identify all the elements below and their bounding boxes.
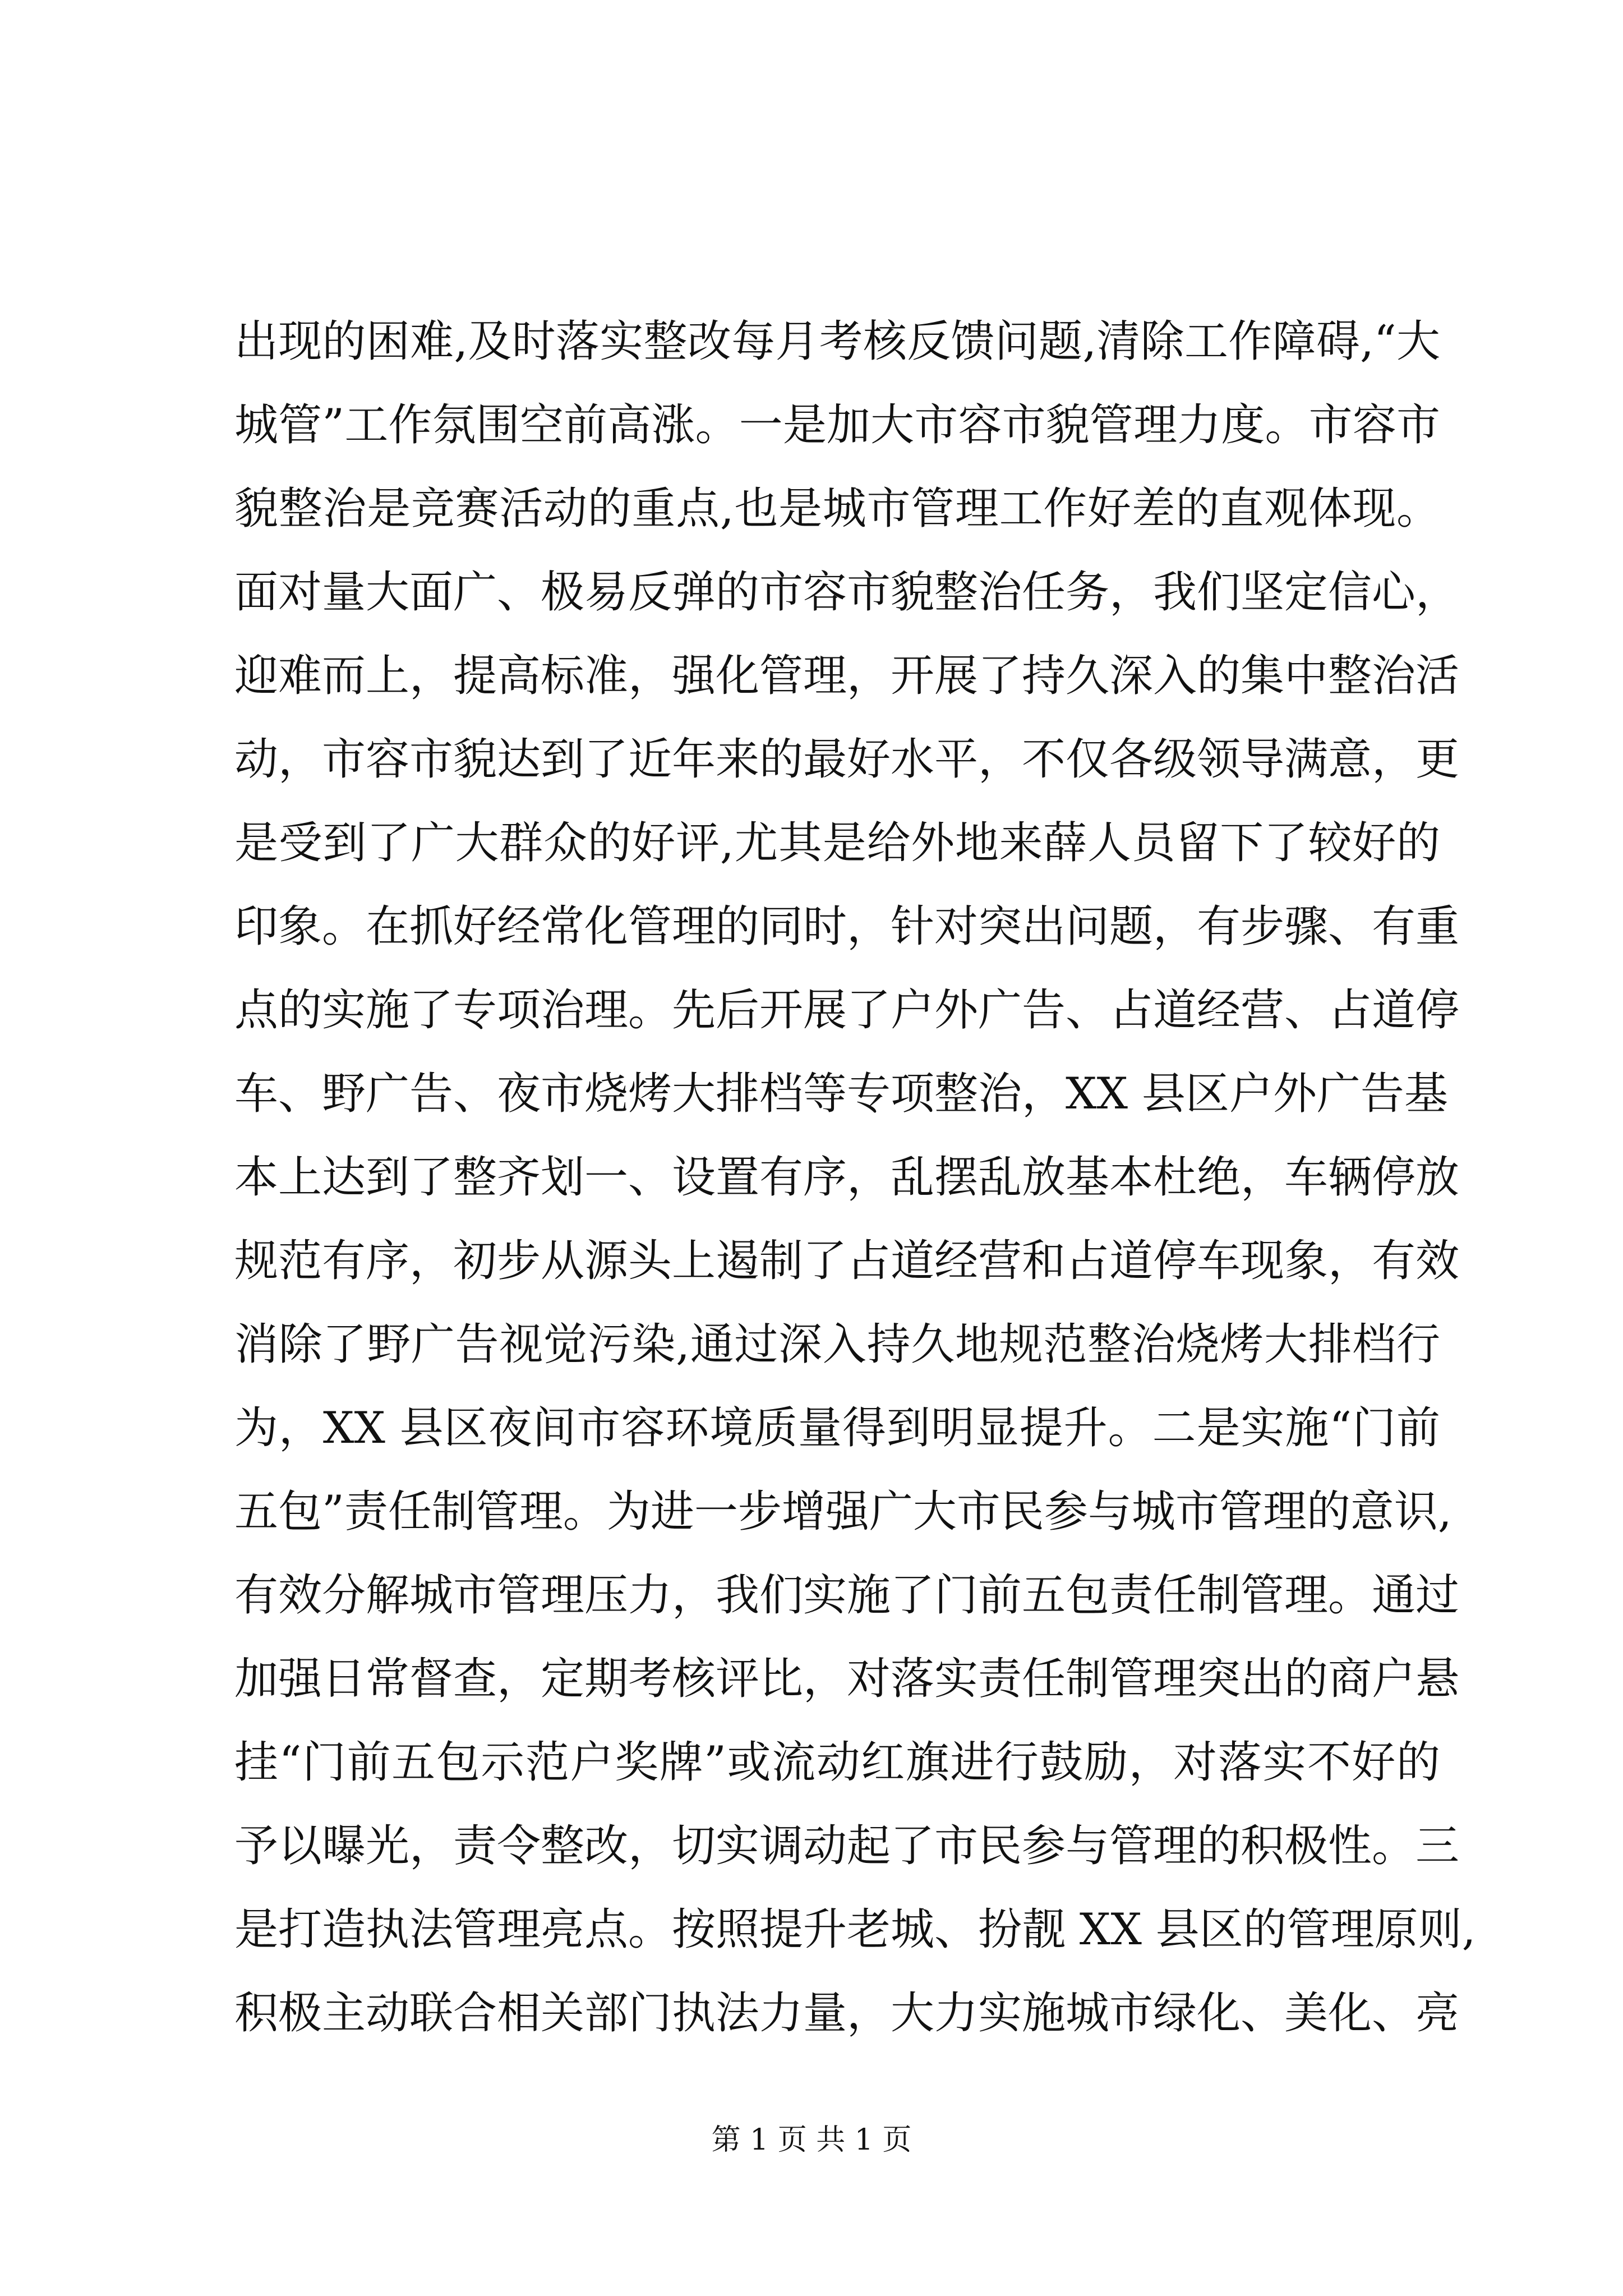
text-line: 加强日常督查，定期考核评比，对落实责任制管理突出的商户悬 <box>234 1654 1460 1704</box>
text-line: 消除了野广告视觉污染,通过深入持久地规范整治烧烤大排档行 <box>234 1319 1440 1370</box>
text-line: 出现的困难,及时落实整改每月考核反馈问题,清除工作障碍,“大 <box>234 316 1440 367</box>
text-line: 迎难而上，提高标准，强化管理，开展了持久深入的集中整治活 <box>234 651 1460 701</box>
page-number-footer: 第 1 页 共 1 页 <box>711 2123 912 2157</box>
text-line: 积极主动联合相关部门执法力量，大力实施城市绿化、美化、亮 <box>234 1988 1460 2039</box>
text-line: 貌整治是竞赛活动的重点,也是城市管理工作好差的直观体现。 <box>234 484 1440 534</box>
text-line: 挂“门前五包示范户奖牌”或流动红旗进行鼓励，对落实不好的 <box>234 1737 1440 1788</box>
text-line: 本上达到了整齐划一、设置有序，乱摆乱放基本杜绝，车辆停放 <box>234 1152 1460 1203</box>
text-line: 为，XX 县区夜间市容环境质量得到明显提升。二是实施“门前 <box>234 1403 1440 1453</box>
text-line: 是受到了广大群众的好评,尤其是给外地来薛人员留下了较好的 <box>234 818 1440 868</box>
text-line: 城管”工作氛围空前高涨。一是加大市容市貌管理力度。市容市 <box>234 400 1440 450</box>
text-line: 规范有序，初步从源头上遏制了占道经营和占道停车现象，有效 <box>234 1236 1460 1286</box>
text-line: 是打造执法管理亮点。按照提升老城、扮靓 XX 县区的管理原则, <box>234 1904 1476 1955</box>
text-line: 点的实施了专项治理。先后开展了户外广告、占道经营、占道停 <box>234 985 1460 1036</box>
text-line: 面对量大面广、极易反弹的市容市貌整治任务，我们坚定信心， <box>234 567 1460 618</box>
text-line: 动，市容市貌达到了近年来的最好水平，不仅各级领导满意，更 <box>234 734 1460 785</box>
text-line: 五包”责任制管理。为进一步增强广大市民参与城市管理的意识, <box>234 1487 1452 1537</box>
text-line: 印象。在抓好经常化管理的同时，针对突出问题，有步骤、有重 <box>234 901 1460 952</box>
body-text <box>234 300 1476 2055</box>
text-line: 车、野广告、夜市烧烤大排档等专项整治，XX 县区户外广告基 <box>234 1069 1448 1119</box>
text-line: 有效分解城市管理压力，我们实施了门前五包责任制管理。通过 <box>234 1570 1460 1621</box>
text-line: 予以曝光，责令整改，切实调动起了市民参与管理的积极性。三 <box>234 1821 1460 1871</box>
